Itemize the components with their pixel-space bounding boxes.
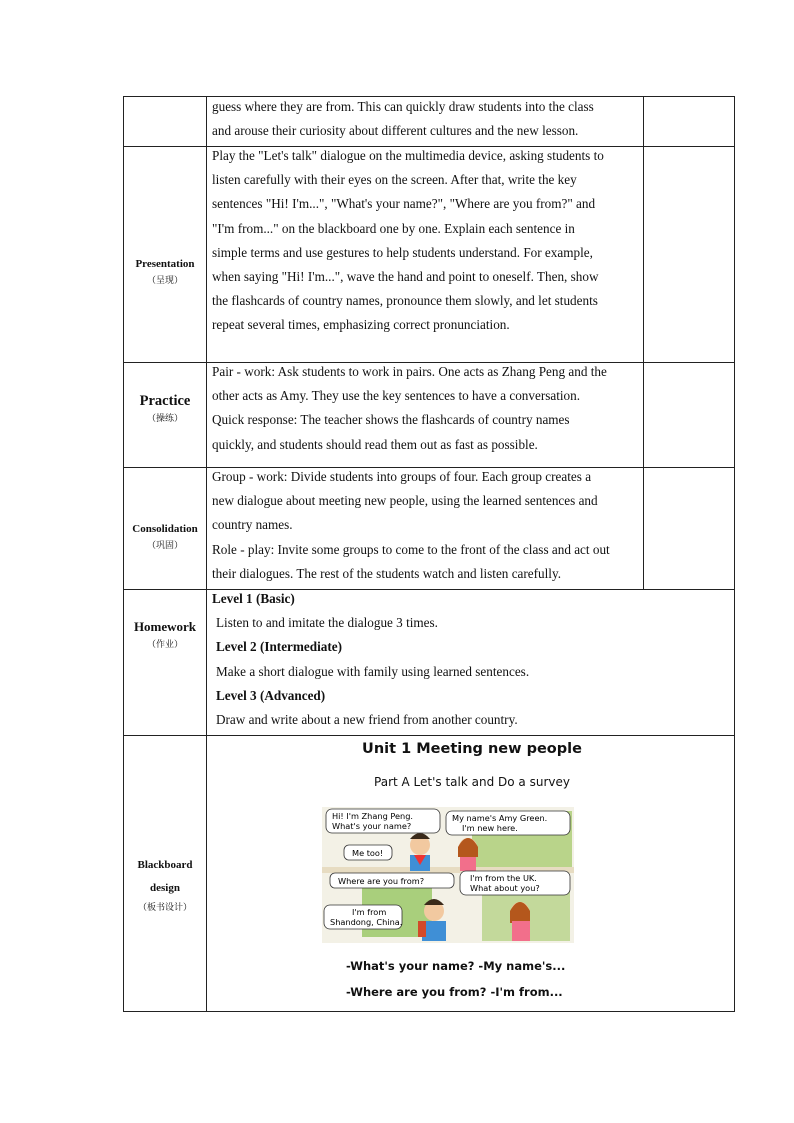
homework-level1-title: Level 1 (Basic) — [212, 591, 295, 606]
speech-bubble — [324, 905, 402, 929]
blackboard-key-sentence-1: -What's your name? -My name's... — [346, 959, 566, 973]
practice-label-zh: （操练） — [146, 414, 183, 424]
text-line: Group - work: Divide students into groups of four. Each group creates a — [212, 469, 592, 484]
homework-text — [212, 587, 529, 732]
text-line: guess where they are from. This can quickly draw students into the class — [212, 99, 594, 114]
text-line: quickly, and students should read them out as fast as possible. — [212, 436, 538, 452]
text-line: sentences "Hi! I'm...", "What's your name?", "Where are you from?" and — [212, 196, 596, 212]
bubble-text: Me too! — [352, 848, 384, 858]
text-line: and arouse their curiosity about different cultures and the new lesson. — [212, 123, 579, 139]
homework-level1-text: Listen to and imitate the dialogue 3 times. — [216, 615, 438, 631]
text-line: when saying "Hi! I'm...", wave the hand and point to oneself. Then, show — [212, 269, 599, 285]
text-line: listen carefully with their eyes on the screen. After that, write the key — [212, 172, 577, 188]
speech-bubble — [344, 845, 392, 860]
speech-bubble — [330, 873, 454, 888]
text-line: their dialogues. The rest of the students watch and listen carefully. — [212, 565, 561, 581]
text-line: repeat several times, emphasizing correct pronunciation. — [212, 317, 510, 333]
text-line: Role - play: Invite some groups to come to the front of the class and act out — [212, 541, 610, 557]
practice-label-en: Practice — [139, 393, 191, 409]
text-line: Pair - work: Ask students to work in pairs. One acts as Zhang Peng and the — [212, 364, 607, 379]
text-line: simple terms and use gestures to help students understand. For example, — [212, 244, 593, 260]
text-line: "I'm from..." on the blackboard one by one. Explain each sentence in — [212, 220, 575, 236]
presentation-label-en: Presentation — [135, 258, 195, 270]
consolidation-label-zh: （巩固） — [146, 541, 183, 551]
blackboard-label-zh: （板书设计） — [137, 903, 192, 913]
text-line: Quick response: The teacher shows the flashcards of country names — [212, 412, 570, 428]
lesson-plan-table — [123, 96, 735, 1012]
bubble-text: Hi! I'm Zhang Peng. — [332, 811, 414, 821]
bubble-text: I'm from the UK. — [470, 873, 537, 883]
text-line: other acts as Amy. They use the key sentences to have a conversation. — [212, 388, 581, 404]
homework-level2-title: Level 2 (Intermediate) — [216, 639, 342, 655]
bubble-text: I'm from — [352, 907, 387, 917]
practice-label — [124, 391, 206, 427]
presentation-text — [212, 144, 604, 338]
practice-text — [212, 360, 607, 457]
blackboard-label — [124, 854, 206, 916]
bubble-text: What's your name? — [332, 821, 412, 831]
text-line: the flashcards of country names, pronounce them slowly, and let students — [212, 293, 598, 309]
homework-level3-text: Draw and write about a new friend from another country. — [216, 712, 518, 728]
homework-label — [124, 617, 206, 653]
homework-label-zh: （作业） — [146, 640, 183, 650]
blackboard-label-en-2: design — [150, 882, 180, 894]
homework-level2-text: Make a short dialogue with family using learned sentences. — [216, 663, 530, 679]
bubble-text: What about you? — [470, 883, 540, 893]
consolidation-text — [212, 465, 610, 586]
presentation-label-zh: （呈现） — [146, 276, 183, 286]
homework-label-en: Homework — [133, 619, 197, 634]
dialogue-illustration — [322, 807, 574, 943]
row-divider — [124, 735, 734, 736]
bubble-text: My name's Amy Green. — [452, 813, 548, 823]
bubble-text: I'm new here. — [462, 823, 518, 833]
intro-text — [212, 95, 594, 143]
bubble-text: Where are you from? — [338, 876, 425, 886]
column-divider — [206, 97, 207, 1011]
blackboard-label-en-1: Blackboard — [137, 859, 193, 871]
blackboard-title: Unit 1 Meeting new people — [362, 741, 582, 757]
text-line: country names. — [212, 517, 293, 533]
text-line: Play the "Let's talk" dialogue on the multimedia device, asking students to — [212, 148, 604, 163]
presentation-label — [124, 255, 206, 289]
homework-level3-title: Level 3 (Advanced) — [216, 687, 326, 703]
bubble-text: Shandong, China. — [330, 917, 403, 927]
speech-bubble — [460, 871, 570, 895]
consolidation-label-en: Consolidation — [132, 523, 198, 535]
speech-bubble — [446, 811, 570, 835]
text-line: new dialogue about meeting new people, using the learned sentences and — [212, 493, 598, 509]
column-divider — [643, 97, 644, 589]
blackboard-key-sentence-2: -Where are you from? -I'm from... — [346, 985, 563, 999]
speech-bubble — [326, 809, 440, 833]
blackboard-subtitle: Part A Let's talk and Do a survey — [374, 775, 570, 789]
consolidation-label — [124, 520, 206, 554]
